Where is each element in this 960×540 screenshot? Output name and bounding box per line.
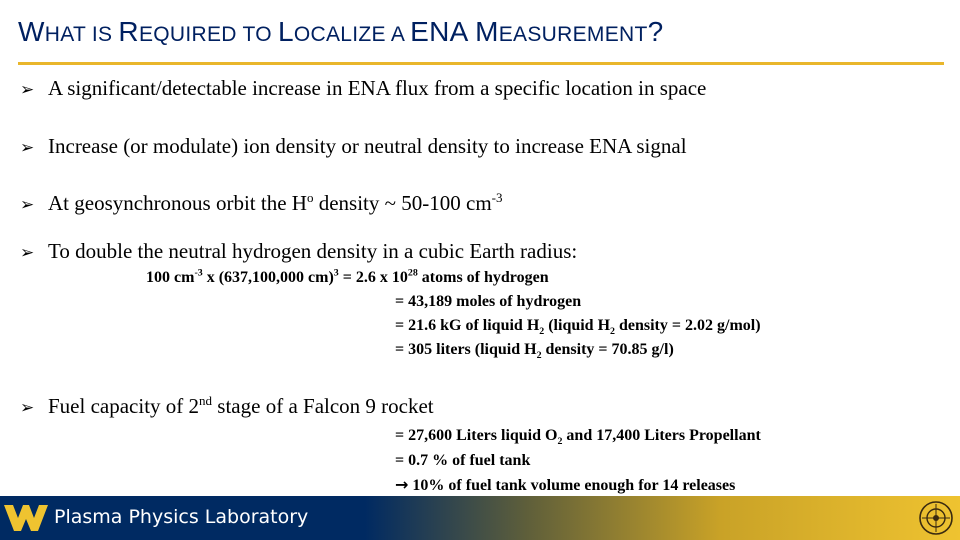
bullet-density: ➢ Increase (or modulate) ion density or neutral density to increase ENA signal: [20, 133, 687, 161]
title-underline: [18, 62, 944, 65]
bullet-falcon9: ➢ Fuel capacity of 2nd stage of a Falcon 9 rocket: [20, 393, 434, 421]
arrowhead-bullet-icon: ➢: [20, 243, 35, 263]
arrowhead-bullet-icon: ➢: [20, 195, 35, 215]
seal-icon: [918, 500, 954, 536]
fuel-line-releases: → 10% of fuel tank volume enough for 14 releases: [395, 475, 736, 494]
arrowhead-bullet-icon: ➢: [20, 138, 35, 158]
bullet-double-hydrogen: ➢ To double the neutral hydrogen density in a cubic Earth radius:: [20, 238, 577, 266]
calc-line-mass: = 21.6 kG of liquid $H_2$ (liquid $H_2$ density = 2.02 g/mol): [395, 317, 761, 338]
lab-name: Plasma Physics Laboratory: [54, 506, 309, 528]
fuel-line-percent: = 0.7 % of fuel tank: [395, 452, 531, 469]
calc-line-volume: = 305 liters (liquid $H_2$ density = 70.85 g/l): [395, 341, 674, 362]
arrowhead-bullet-icon: ➢: [20, 80, 35, 100]
calc-line-atoms: 100 $cm^{-3}$ x (637,100,000 cm)$^3$ = 2.6 x $10^{28}$ atoms of hydrogen: [146, 267, 549, 286]
wvu-logo-icon: [4, 501, 48, 535]
bullet-geosynchronous: ➢ At geosynchronous orbit the $H^o$ density ~ 50-100 $cm^{-3}$: [20, 190, 503, 218]
fuel-line-capacity: = 27,600 Liters liquid $O_2$ and 17,400 Liters Propellant: [395, 427, 761, 448]
footer-bar: [0, 496, 960, 540]
calc-line-moles: = 43,189 moles of hydrogen: [395, 293, 582, 310]
bullet-flux: ➢ A significant/detectable increase in ENA flux from a specific location in space: [20, 75, 706, 103]
page-title: WHAT IS REQUIRED TO LOCALIZE A ENA MEASUREMENT?: [18, 16, 664, 47]
right-arrow-icon: →: [395, 475, 409, 494]
arrowhead-bullet-icon: ➢: [20, 398, 35, 418]
